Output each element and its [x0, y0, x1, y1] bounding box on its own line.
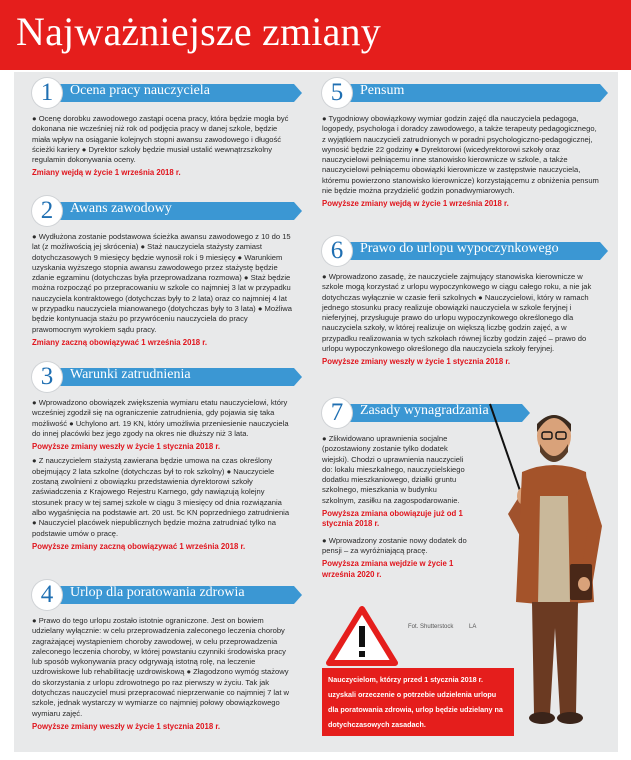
section-title: Pensum	[360, 83, 405, 98]
section-highlight: Powyższa zmiana obowiązuje już od 1 stycznia 2018 r.	[322, 509, 463, 529]
section-text: ● Wydłużona zostanie podstawowa ścieżka awansu zawodowego z 10 do 15 lat (z możliwością jej skrócenia) ● Staż nauczyciela stażysty zamiast dotychczasowych 9 miesięcy będzie wynosił rok i 9 miesięcy ● Warunkiem uzyskania wyższego stopnia awansu zawodowego przez stażystę będzie zdanie egzaminu (dotychczas była przeprowadzana rozmowa) ● Staż będzie można rozpocząć po przepracowaniu w szkole co najmniej 3 lat w przypadku nauczyciela kontraktowego (dotychczas były to 2 lata) oraz co najmniej 4 lat w przypadku nauczyciela mianowanego (dotychczas były to 3 lata) ● Możliwa będzie kontynuacja stażu po przywróceniu nauczyciela do pracy prawomocnym wyrokiem sądu pracy.	[32, 232, 292, 334]
section-title: Warunki zatrudnienia	[70, 367, 191, 382]
section-highlight: Powyższe zmiany weszły w życie 1 stycznia 2018 r.	[32, 442, 221, 452]
section-4	[32, 580, 294, 732]
section-highlight: Powyższe zmiany zaczną obowiązywać 1 września 2018 r.	[32, 541, 246, 551]
section-text: ● Wprowadzono zasadę, że nauczyciele zajmujący stanowiska kierownicze w szkole mogą korzystać z urlopu wypoczynkowego w ciągu całego roku, a nie jak dotychczas wyłącznie w czasie ferii szkolnych ● Nauczycielowi, który w ramach jednego stosunku pracy realizuje obowiązki nauczyciela w szkole feryjnej i nieferyjnej, przysługuje prawo do urlopu wypoczynkowego określonego dla nauczyciela szkoły, w której realizuje on większą liczbę godzin zajęć, a w przypadku realizowania w tych szkołach równej liczby godzin zajęć – prawo do urlopu wypoczynkowego określonego dla nauczyciela szkoły feryjnej.	[322, 272, 592, 354]
section-text: ● Prawo do tego urlopu zostało istotnie ograniczone. Jest on bowiem udzielany wyłącznie: w celu przeprowadzenia zaleconego leczenia choroby zagrażającej wystąpieniem choroby zawodowej, w celu przeprowadzenia zaleconego leczenia choroby, w której powstaniu czynniki środowiska pracy lub sposób wykonywania pracy odgrywają istotną rolę, na leczenie uzdrowiskowe lub rehabilitację uzdrowiskową ● Złagodzono wymóg stażowy do skorzystania z urlopu zdrowotnego po raz pierwszy w życiu. Tak jak dotychczas nauczyciel musi przepracować nieprzerwanie co najmniej 7 lat w szkole, jednak wystarczy w wymiarze co najmniej połowy obowiązkowego wymiaru zajęć.	[32, 616, 290, 718]
section-1	[32, 78, 294, 179]
section-number: 6	[322, 236, 352, 266]
page-title: Najważniejsze zmiany	[16, 9, 381, 54]
section-highlight: Powyższe zmiany weszły w życie 1 stycznia 2018 r.	[32, 721, 221, 731]
section-title: Awans zawodowy	[70, 201, 172, 216]
photo-credit-initials: LA	[469, 624, 477, 630]
section-number: 3	[32, 362, 62, 392]
shoe-right	[557, 712, 583, 724]
section-highlight: Zmiany wejdą w życie 1 września 2018 r.	[32, 168, 181, 178]
warning-box: Nauczycielom, którzy przed 1 stycznia 2018 r. uzyskali orzeczenie o potrzebie udzielenia urlopu dla poratowania zdrowia, urlop będzie udzielany na dotychczasowych zasadach.	[322, 668, 514, 736]
section-6	[322, 236, 600, 368]
section-title: Zasady wynagradzania	[360, 403, 489, 418]
section-header	[322, 236, 600, 266]
photo-credit	[408, 624, 476, 630]
section-highlight: Powyższe zmiany wejdą w życie 1 września 2018 r.	[322, 199, 509, 209]
trousers	[532, 602, 578, 714]
section-highlight: Powyższa zmiana wejdzie w życie 1 września 2020 r.	[322, 559, 454, 579]
section-highlight: Zmiany zaczną obowiązywać 1 września 2018 r.	[32, 337, 208, 347]
section-title: Prawo do urlopu wypoczynkowego	[360, 241, 559, 256]
section-number: 7	[322, 398, 352, 428]
title-banner	[0, 0, 631, 70]
section-3	[32, 362, 294, 552]
section-5	[322, 78, 600, 210]
section-header	[32, 580, 294, 610]
section-number: 5	[322, 78, 352, 108]
section-number: 1	[32, 78, 62, 108]
section-header	[32, 362, 294, 392]
shoe-left	[529, 712, 555, 724]
section-text: ● Z nauczycielem stażystą zawierana będzie umowa na czas określony obejmujący 2 lata szkolne (dotychczas był to rok szkolny) ● Nauczyciele zostaną zwolnieni z obowiązku przedstawienia dyrektorowi szkoły zaświadczenia z Krajowego Rejestru Karnego, gdy nawiązują kolejny stosunek pracy w tej samej szkole w ciągu 3 miesięcy od dnia rozwiązania albo wygaśnięcia na podstawie art. 20 ust. 5c KN poprzedniego zatrudnienia ● Nauczyciel placówek niepublicznych będzie można zatrudniać tylko na podstawie umów o pracę.	[32, 456, 290, 538]
section-text: ● Zlikwidowano uprawnienia socjalne (pozostawiony zostanie tylko dodatek wiejski). Chodzi o uprawnienia nauczycieli do: lokalu mieszkalnego, nauczycielskiego dodatku mieszkaniowego, działki gruntu szkolnego, mieszkania w budynku szkolnym, zasiłku na zagospodarowanie.	[322, 434, 465, 505]
section-number: 2	[32, 196, 62, 226]
section-title: Ocena pracy nauczyciela	[70, 83, 210, 98]
photo-credit-text: Fot. Shutterstock	[408, 624, 454, 630]
warning-icon	[326, 606, 398, 666]
section-text: ● Tygodniowy obowiązkowy wymiar godzin zajęć dla nauczyciela pedagoga, logopedy, psychologa i doradcy zawodowego, a także terapeuty pedagogicznego, z wyjątkiem nauczycieli zatrudnionych w poradni psychologiczno-pedagogicznej, wynosić będzie 22 godziny ● Dyrektorowi (wicedyrektorowi szkoły oraz nauczycielowi pełniącemu inne stanowisko kierownicze w szkole, a także nauczycielowi pełniącemu obowiązki kierownicze w zastępstwie nauczyciela, któremu powierzono stanowisko kierownicze) korzystającemu z obniżenia pensum nie będzie można przydzielić godzin ponadwymiarowych.	[322, 114, 599, 196]
section-header	[32, 78, 294, 108]
section-text: ● Wprowadzony zostanie nowy dodatek do pensji – za wyróżniającą pracę.	[322, 535, 467, 555]
section-header	[322, 78, 600, 108]
section-number: 4	[32, 580, 62, 610]
section-highlight: Powyższe zmiany weszły w życie 1 stycznia 2018 r.	[322, 357, 511, 367]
section-text: ● Ocenę dorobku zawodowego zastąpi ocena pracy, która będzie mogła być dokonana nie wcześniej niż rok od podjęcia pracy w danej szkole, będzie miała wpływ na osiąganie kolejnych stopni awansu zawodowego i długość ścieżki kariery ● Dyrektor szkoły będzie musiał ustalić wewnątrzszkolny regulamin dokonywania oceny.	[32, 114, 289, 165]
section-text: ● Wprowadzono obowiązek zwiększenia wymiaru etatu nauczycielowi, który wcześniej zgodził się na ograniczenie zatrudnienia, gdy pojawia się taka możliwość ● Uchylono art. 19 KN, który umożliwia przeniesienie nauczyciela do innej placówki bez jego zgody na okres nie dłuższy niż 3 lata.	[32, 398, 289, 438]
section-2	[32, 196, 294, 348]
section-header	[32, 196, 294, 226]
section-title: Urlop dla poratowania zdrowia	[70, 585, 245, 600]
